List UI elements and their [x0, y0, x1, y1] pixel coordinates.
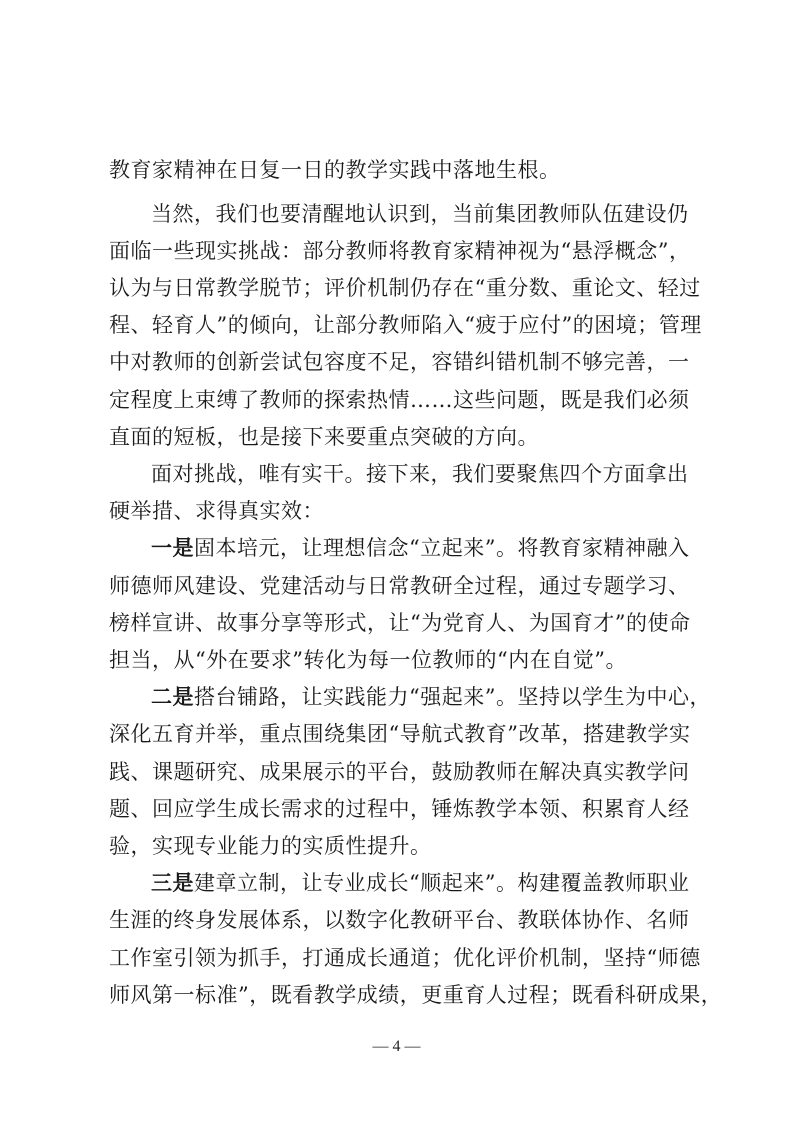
paragraph-line: 三是建章立制，让专业成长“顺起来”。构建覆盖教师职业 — [151, 870, 690, 895]
paragraph-line: 生涯的终身发展体系，以数字化教研平台、教联体协作、名师 — [109, 908, 690, 932]
paragraph-line: 面临一些现实挑战：部分教师将教育家精神视为“悬浮概念”， — [109, 239, 691, 263]
paragraph-lead: 一是 — [151, 535, 194, 560]
paragraph-line: 认为与日常教学脱节；评价机制仍存在“重分数、重论文、轻过 — [109, 276, 701, 300]
paragraph-line: 工作室引领为抓手，打通成长通道；优化评价机制，坚持“师德 — [109, 946, 701, 970]
paragraph-line: 践、课题研究、成果展示的平台，鼓励教师在解决真实教学问 — [109, 760, 690, 784]
paragraph-line: 程、轻育人”的倾向，让部分教师陷入“疲于应付”的困境；管理 — [109, 313, 702, 337]
paragraph-line: 教育家精神在日复一日的教学实践中落地生根。 — [109, 158, 561, 182]
paragraph-line: 题、回应学生成长需求的过程中，锤炼教学本领、积累育人经 — [109, 797, 690, 821]
paragraph-line: 定程度上束缚了教师的探索热情……这些问题，既是我们必须 — [109, 388, 690, 412]
paragraph-line: 深化五育并举，重点围绕集团“导航式教育”改革，搭建教学实 — [109, 722, 691, 746]
paragraph-line: 师风第一标准”，既看教学成绩，更重育人过程；既看科研成果， — [109, 983, 723, 1007]
paragraph-line: 验，实现专业能力的实质性提升。 — [109, 834, 432, 858]
paragraph-line: 担当，从“外在要求”转化为每一位教师的“内在自觉”。 — [109, 648, 627, 672]
paragraph-line: 师德师风建设、党建活动与日常教研全过程，通过专题学习、 — [109, 574, 690, 598]
paragraph-line: 当然，我们也要清醒地认识到，当前集团教师队伍建设仍 — [151, 202, 689, 226]
paragraph-line: 二是搭台铺路，让实践能力“强起来”。坚持以学生为中心， — [151, 684, 711, 709]
paragraph-line: 硬举措、求得真实效： — [109, 499, 324, 523]
paragraph-line: 直面的短板，也是接下来要重点突破的方向。 — [109, 425, 539, 449]
paragraph-lead: 二是 — [151, 684, 194, 709]
paragraph-line: 面对挑战，唯有实干。接下来，我们要聚焦四个方面拿出 — [151, 462, 689, 486]
paragraph-lead: 三是 — [151, 870, 194, 895]
paragraph-line: 中对教师的创新尝试包容度不足，容错纠错机制不够完善，一 — [109, 350, 690, 374]
page-number: — 4 — — [372, 1038, 421, 1055]
paragraph-line: 一是固本培元，让理想信念“立起来”。将教育家精神融入 — [151, 535, 690, 560]
paragraph-line: 榜样宣讲、故事分享等形式，让“为党育人、为国育才”的使命 — [109, 611, 691, 635]
